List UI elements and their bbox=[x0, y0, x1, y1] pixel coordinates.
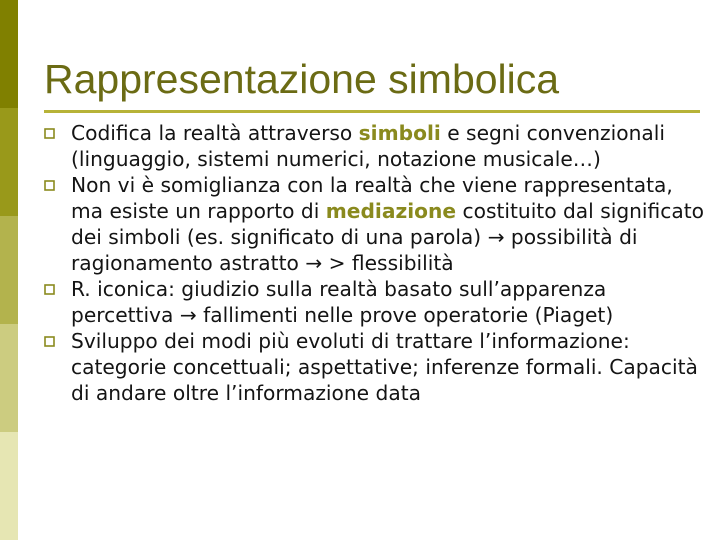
hollow-square-bullet-icon bbox=[44, 336, 55, 347]
bullet-text: R. iconica: giudizio sulla realtà basato sull’apparenza percettiva bbox=[71, 277, 607, 327]
side-bar-segment bbox=[0, 216, 18, 324]
bullet-text: Codifica la realtà attraverso bbox=[71, 121, 359, 145]
bullet-text: fallimenti nelle prove operatorie (Piaget) bbox=[196, 303, 614, 327]
title-underline bbox=[44, 110, 700, 113]
bullet-item bbox=[44, 276, 704, 328]
bullet-text: possibilità di ragionamento astratto bbox=[71, 225, 638, 275]
hollow-square-bullet-icon bbox=[44, 128, 55, 139]
bullet-list bbox=[44, 120, 704, 406]
arrow-right-icon: → bbox=[305, 251, 323, 275]
hollow-square-bullet-icon bbox=[44, 180, 55, 191]
bullet-text: Sviluppo dei modi più evoluti di trattare l’informazione: categorie concettuali; aspettative; inferenze formali. Capacità di andare oltre l’informazione data bbox=[71, 329, 698, 405]
side-color-bar bbox=[0, 0, 18, 540]
arrow-right-icon: → bbox=[179, 303, 197, 327]
slide-title: Rappresentazione simbolica bbox=[44, 56, 560, 102]
arrow-right-icon: → bbox=[487, 225, 505, 249]
bullet-text: Non vi è somiglianza con la realtà che viene rappresentata, ma esiste un rapporto di bbox=[71, 173, 673, 223]
bullet-item bbox=[44, 120, 704, 172]
bullet-text: e segni convenzionali (linguaggio, sistemi numerici, notazione musicale…) bbox=[71, 121, 665, 171]
bullet-item bbox=[44, 328, 704, 406]
highlighted-term: simboli bbox=[358, 121, 441, 145]
side-bar-segment bbox=[0, 108, 18, 216]
side-bar-segment bbox=[0, 432, 18, 540]
bullet-text: > flessibilità bbox=[322, 251, 454, 275]
bullet-item bbox=[44, 172, 704, 276]
bullet-text: costituito dal significato dei simboli (es. significato di una parola) bbox=[71, 199, 704, 249]
hollow-square-bullet-icon bbox=[44, 284, 55, 295]
side-bar-segment bbox=[0, 324, 18, 432]
side-bar-segment bbox=[0, 0, 18, 108]
highlighted-term: mediazione bbox=[325, 199, 457, 223]
